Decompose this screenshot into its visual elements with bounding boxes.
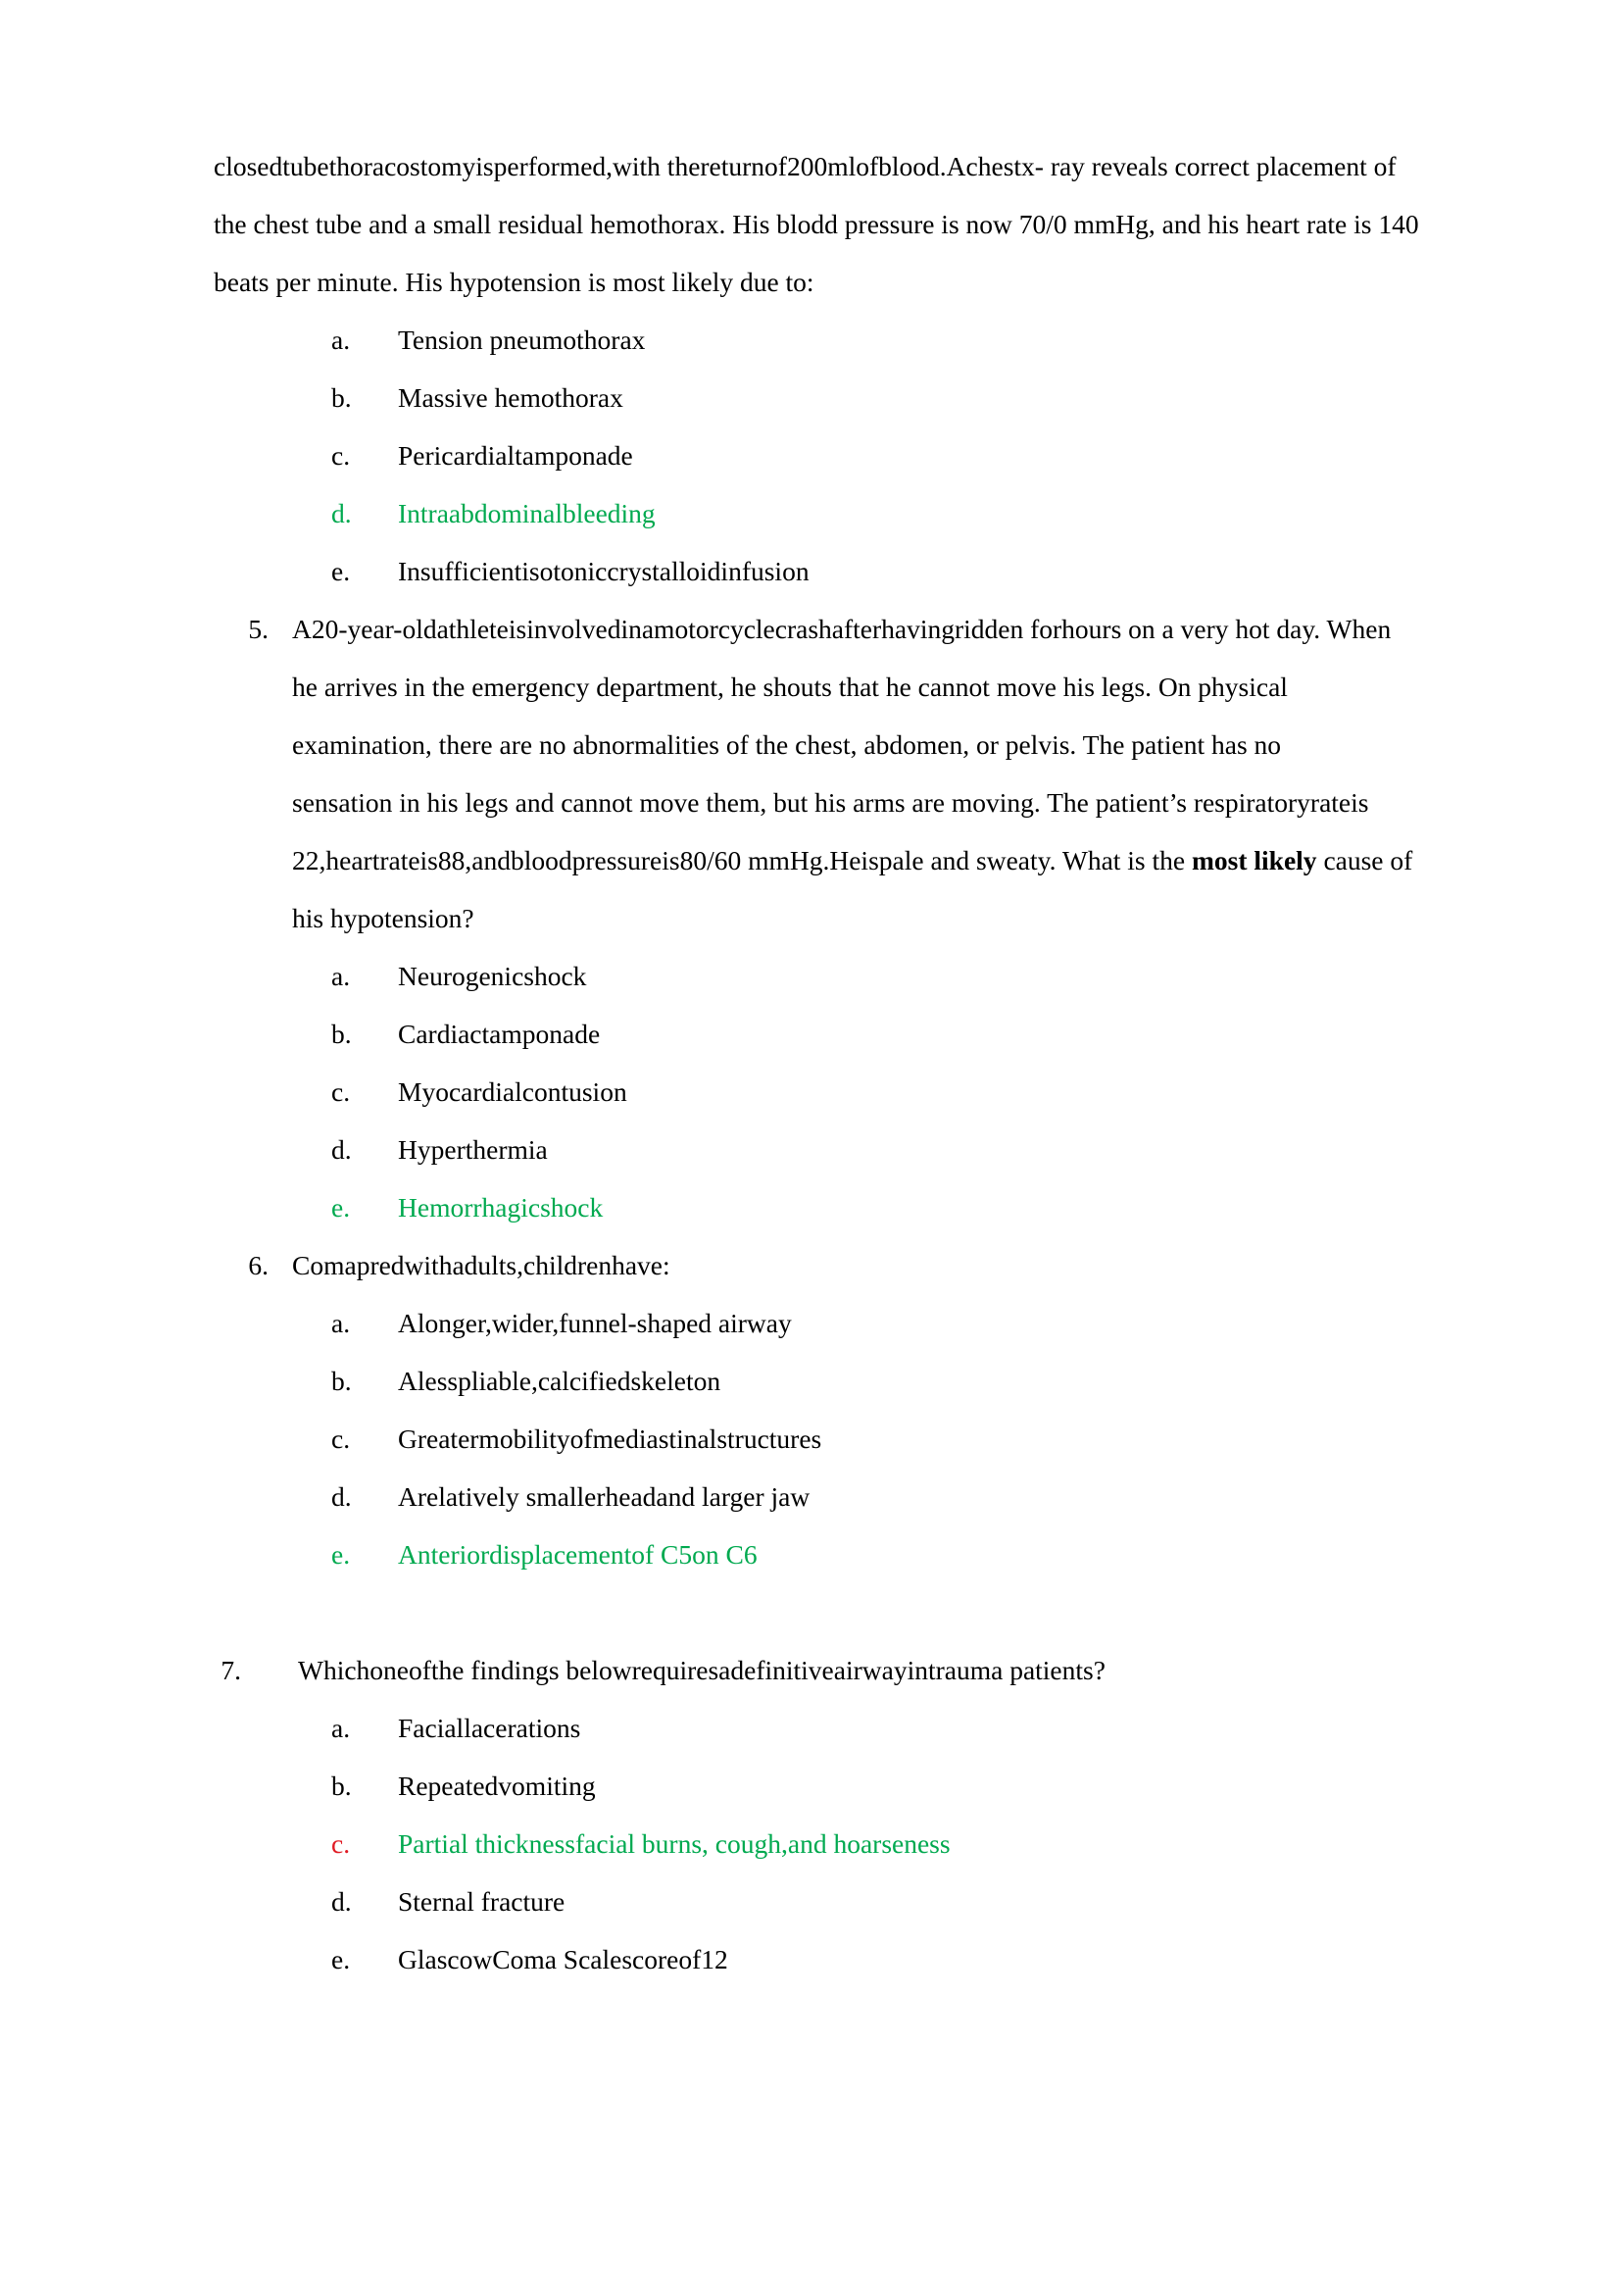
option-text: Neurogenicshock <box>398 961 587 991</box>
option-text: Faciallacerations <box>398 1713 581 1743</box>
option-item[interactable] <box>331 542 1419 600</box>
question-5 <box>214 600 1419 947</box>
question-5-options <box>214 947 1419 1236</box>
option-item[interactable] <box>331 1699 1419 1757</box>
option-text: Arelatively smallerheadand larger jaw <box>398 1481 811 1512</box>
option-letter: b. <box>331 1771 352 1801</box>
option-letter: e. <box>331 1539 351 1570</box>
option-text: Sternal fracture <box>398 1886 566 1917</box>
option-text: Pericardialtamponade <box>398 440 633 471</box>
option-letter: a. <box>331 324 351 355</box>
option-letter: d. <box>331 498 352 528</box>
option-item-correct[interactable] <box>331 1178 1419 1236</box>
option-letter: a. <box>331 1713 351 1743</box>
option-letter: e. <box>331 556 351 586</box>
option-item-correct[interactable] <box>331 1815 1419 1872</box>
option-text: Alonger,wider,funnel-shaped airway <box>398 1308 792 1338</box>
option-text: Alesspliable,calcifiedskeleton <box>398 1366 721 1396</box>
question-stem: Comapredwithadults,childrenhave: <box>292 1250 670 1280</box>
question-7 <box>214 1641 1419 1699</box>
option-item[interactable] <box>331 1930 1419 1988</box>
document-content <box>214 137 1419 1988</box>
option-text: Anteriordisplacementof C5on C6 <box>398 1539 758 1570</box>
option-letter: c. <box>331 1828 351 1859</box>
option-item[interactable] <box>331 1410 1419 1468</box>
option-text: Hemorrhagicshock <box>398 1192 604 1223</box>
option-letter: c. <box>331 1076 351 1107</box>
question-0-options <box>214 311 1419 600</box>
option-item-correct[interactable] <box>331 1525 1419 1583</box>
question-stem-bold: most likely <box>1191 845 1317 875</box>
option-text: Repeatedvomiting <box>398 1771 596 1801</box>
question-stem-part3: cause of his hypotension? <box>292 845 1413 933</box>
option-letter: e. <box>331 1944 351 1974</box>
intro-paragraph: closedtubethoracostomyisperformed,with thereturnof200mlofblood.Achestx- ray reveals correct placement of the chest tube and a small residual hemothorax. His blodd pressure is now 70/0 mmHg, and his heart rate is 140 beats per minute. His hypotension is most likely due to: <box>214 151 1419 297</box>
question-number: 5. <box>248 614 269 644</box>
question-6 <box>214 1236 1419 1294</box>
option-item[interactable] <box>331 1352 1419 1410</box>
option-letter: d. <box>331 1481 352 1512</box>
option-letter: d. <box>331 1134 352 1165</box>
option-letter: a. <box>331 1308 351 1338</box>
question-6-options <box>214 1294 1419 1583</box>
option-item[interactable] <box>331 947 1419 1005</box>
option-text: Greatermobilityofmediastinalstructures <box>398 1423 822 1454</box>
option-text: Myocardialcontusion <box>398 1076 627 1107</box>
option-letter: d. <box>331 1886 352 1917</box>
option-text: GlascowComa Scalescoreof12 <box>398 1944 728 1974</box>
option-item-correct[interactable] <box>331 484 1419 542</box>
option-text: Insufficientisotoniccrystalloidinfusion <box>398 556 810 586</box>
option-letter: c. <box>331 440 351 471</box>
question-stem-part1: A20-year-oldathleteisinvolvedinamotorcyclecrashafterhavingridden forhours on a very hot day. When he arrives in the emergency department, he shouts that he cannot move his legs. On physical examination, there are no abnormalities of the chest, abdomen, or pelvis. The patient has no <box>292 614 1392 760</box>
option-item[interactable] <box>331 1757 1419 1815</box>
question-number: 7. <box>221 1655 241 1685</box>
option-item[interactable] <box>331 1063 1419 1121</box>
option-text: Intraabdominalbleeding <box>398 498 656 528</box>
option-item[interactable] <box>331 1121 1419 1178</box>
question-number: 6. <box>248 1250 269 1280</box>
option-item[interactable] <box>331 426 1419 484</box>
option-letter: a. <box>331 961 351 991</box>
option-letter: b. <box>331 1019 352 1049</box>
option-item[interactable] <box>331 311 1419 369</box>
option-text: Tension pneumothorax <box>398 324 646 355</box>
option-letter: e. <box>331 1192 351 1223</box>
option-item[interactable] <box>331 1872 1419 1930</box>
option-text: Partial thicknessfacial burns, cough,and hoarseness <box>398 1828 951 1859</box>
option-item[interactable] <box>331 1294 1419 1352</box>
option-letter: c. <box>331 1423 351 1454</box>
option-item[interactable] <box>331 1468 1419 1525</box>
option-letter: b. <box>331 1366 352 1396</box>
option-text: Massive hemothorax <box>398 382 623 413</box>
section-spacer <box>214 1583 1419 1641</box>
option-item[interactable] <box>331 369 1419 426</box>
option-item[interactable] <box>331 1005 1419 1063</box>
option-text: Cardiactamponade <box>398 1019 601 1049</box>
question-stem <box>292 600 1419 947</box>
question-stem: Whichoneofthe findings belowrequiresadefinitiveairwayintrauma patients? <box>298 1655 1106 1685</box>
question-7-options <box>214 1699 1419 1988</box>
option-letter: b. <box>331 382 352 413</box>
question-stem-part2: sensation in his legs and cannot move them, but his arms are moving. The patient’s respiratoryrateis 22,heartrateis88,andbloodpressureis80/60 mmHg.Heispale and sweaty. What is the <box>292 787 1369 875</box>
option-text: Hyperthermia <box>398 1134 548 1165</box>
